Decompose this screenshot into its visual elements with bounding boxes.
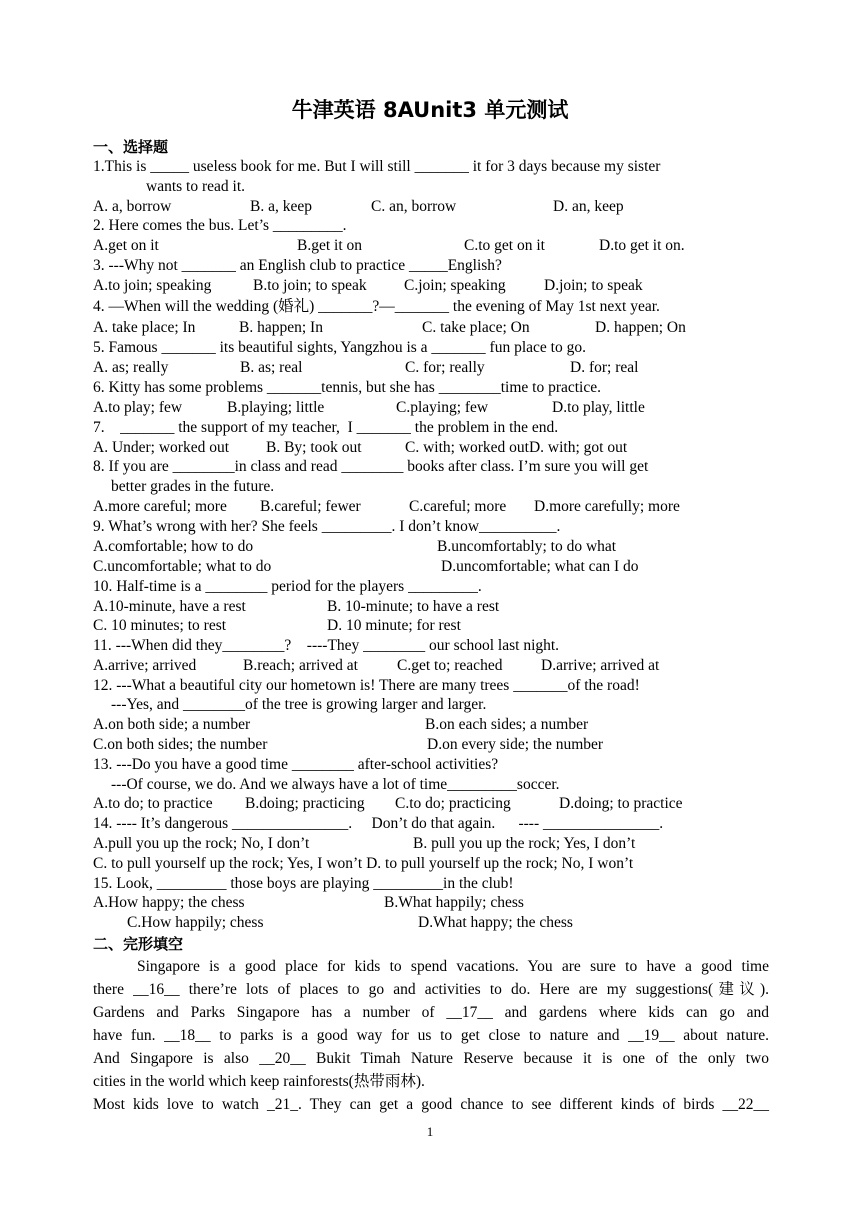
q11-option-d: D.arrive; arrived at [541,657,660,674]
q9-option-b: B.uncomfortably; to do what [437,538,617,555]
q2-option-a: A.get on it [93,237,159,254]
q14-option-a: A.pull you up the rock; No, I don’t [93,835,310,852]
question-7-line: 7. _______ the support of my teacher, I _______ the problem in the end. [93,419,559,436]
q11-option-c: C.get to; reached [397,657,503,674]
q13-option-a: A.to do; to practice [93,795,213,812]
q1-option-b: B. a, keep [250,198,312,215]
q6-option-a: A.to play; few [93,399,183,416]
q3-option-a: A.to join; speaking [93,277,212,294]
passage-line: there __16__ there’re lots of places to go and activities to do. Here are my suggestions(建议). [93,981,769,998]
q10-option-b: B. 10-minute; to have a rest [327,598,500,615]
q4-option-b: B. happen; In [239,319,323,336]
q13-option-d: D.doing; to practice [559,795,683,812]
q12-option-d: D.on every side; the number [427,736,604,753]
question-15-line: 15. Look, _________ those boys are playing _________in the club! [93,875,514,892]
q7-option-b: B. By; took out [266,439,362,456]
q15-option-a: A.How happy; the chess [93,894,245,911]
question-12-line-cont: ---Yes, and ________of the tree is growing larger and larger. [111,696,487,713]
q12-option-b: B.on each sides; a number [425,716,589,733]
question-13-line-cont: ---Of course, we do. And we always have a lot of time_________soccer. [111,776,560,793]
q15-option-c: C.How happily; chess [127,914,264,931]
section-heading-cloze: 二、完形填空 [93,935,184,953]
question-4-line: 4. —When will the wedding (婚礼) _______?—_______ the evening of May 1st next year. [93,298,660,315]
q8-option-b: B.careful; fewer [260,498,361,515]
q3-option-b: B.to join; to speak [253,277,367,294]
q5-option-b: B. as; real [240,359,303,376]
q2-option-c: C.to get on it [464,237,545,254]
question-3-line: 3. ---Why not _______ an English club to practice _____English? [93,257,502,274]
page-title: 牛津英语 8AUnit3 单元测试 [291,98,569,122]
q6-option-b: B.playing; little [227,399,325,416]
passage-line: Most kids love to watch _21_. They can get a good chance to see different kinds of birds __22__ [93,1096,769,1113]
q14-option-b: B. pull you up the rock; Yes, I don’t [413,835,636,852]
q11-option-b: B.reach; arrived at [243,657,358,674]
q4-option-d: D. happen; On [595,319,686,336]
q1-option-a: A. a, borrow [93,198,172,215]
question-13-line: 13. ---Do you have a good time ________ after-school activities? [93,756,499,773]
q7-option-a: A. Under; worked out [93,439,230,456]
q8-option-a: A.more careful; more [93,498,227,515]
question-9-line: 9. What’s wrong with her? She feels _________. I don’t know__________. [93,518,561,535]
q2-option-d: D.to get it on. [599,237,685,254]
question-2-line: 2. Here comes the bus. Let’s _________. [93,217,347,234]
question-1-line-cont: wants to read it. [146,178,246,195]
question-5-line: 5. Famous _______ its beautiful sights, Yangzhou is a _______ fun place to go. [93,339,586,356]
q9-option-d: D.uncomfortable; what can I do [441,558,639,575]
q4-option-c: C. take place; On [422,319,530,336]
q12-option-c: C.on both sides; the number [93,736,268,753]
q5-option-a: A. as; really [93,359,169,376]
question-12-line: 12. ---What a beautiful city our hometown is! There are many trees _______of the road! [93,677,640,694]
passage-line: Singapore is a good place for kids to spend vacations. You are sure to have a good time [137,958,769,975]
q12-option-a: A.on both side; a number [93,716,251,733]
question-11-line: 11. ---When did they________? ----They ________ our school last night. [93,637,560,654]
q3-option-c: C.join; speaking [404,277,506,294]
question-6-line: 6. Kitty has some problems _______tennis, but she has ________time to practice. [93,379,601,396]
passage-line: cities in the world which keep rainforests(热带雨林). [93,1073,425,1090]
q9-option-c: C.uncomfortable; what to do [93,558,272,575]
q15-option-d: D.What happy; the chess [418,914,573,931]
q10-option-c: C. 10 minutes; to rest [93,617,227,634]
passage-line: And Singapore is also __20__ Bukit Timah Nature Reserve because it is one of the only two [93,1050,769,1067]
question-10-line: 10. Half-time is a ________ period for the players _________. [93,578,482,595]
question-8-line: 8. If you are ________in class and read ________ books after class. I’m sure you will get [93,458,649,475]
q8-option-c: C.careful; more [409,498,507,515]
q11-option-a: A.arrive; arrived [93,657,197,674]
q2-option-b: B.get it on [297,237,363,254]
q6-option-d: D.to play, little [552,399,645,416]
q3-option-d: D.join; to speak [544,277,643,294]
q10-option-a: A.10-minute, have a rest [93,598,246,615]
q1-option-c: C. an, borrow [371,198,457,215]
section-heading-choice: 一、选择题 [93,138,169,156]
q6-option-c: C.playing; few [396,399,489,416]
q10-option-d: D. 10 minute; for rest [327,617,461,634]
page-number: 1 [426,1124,434,1139]
q15-option-b: B.What happily; chess [384,894,524,911]
q5-option-c: C. for; really [405,359,485,376]
question-8-line-cont: better grades in the future. [111,478,275,495]
q14-option-cd: C. to pull yourself up the rock; Yes, I won’t D. to pull yourself up the rock; No, I won’t [93,855,634,872]
q5-option-d: D. for; real [570,359,639,376]
question-1-line: 1.This is _____ useless book for me. But I will still _______ it for 3 days because my sister [93,158,661,175]
q13-option-b: B.doing; practicing [245,795,365,812]
passage-line: Gardens and Parks Singapore has a number of __17__ and gardens where kids can go and [93,1004,769,1021]
passage-line: have fun. __18__ to parks is a good way for us to get close to nature and __19__ about nature. [93,1027,769,1044]
q7-option-cd: C. with; worked outD. with; got out [405,439,628,456]
q8-option-d: D.more carefully; more [534,498,680,515]
q4-option-a: A. take place; In [93,319,196,336]
q13-option-c: C.to do; practicing [395,795,511,812]
q9-option-a: A.comfortable; how to do [93,538,254,555]
q1-option-d: D. an, keep [553,198,624,215]
question-14-line: 14. ---- It’s dangerous _______________. Don’t do that again. ---- _______________. [93,815,664,832]
